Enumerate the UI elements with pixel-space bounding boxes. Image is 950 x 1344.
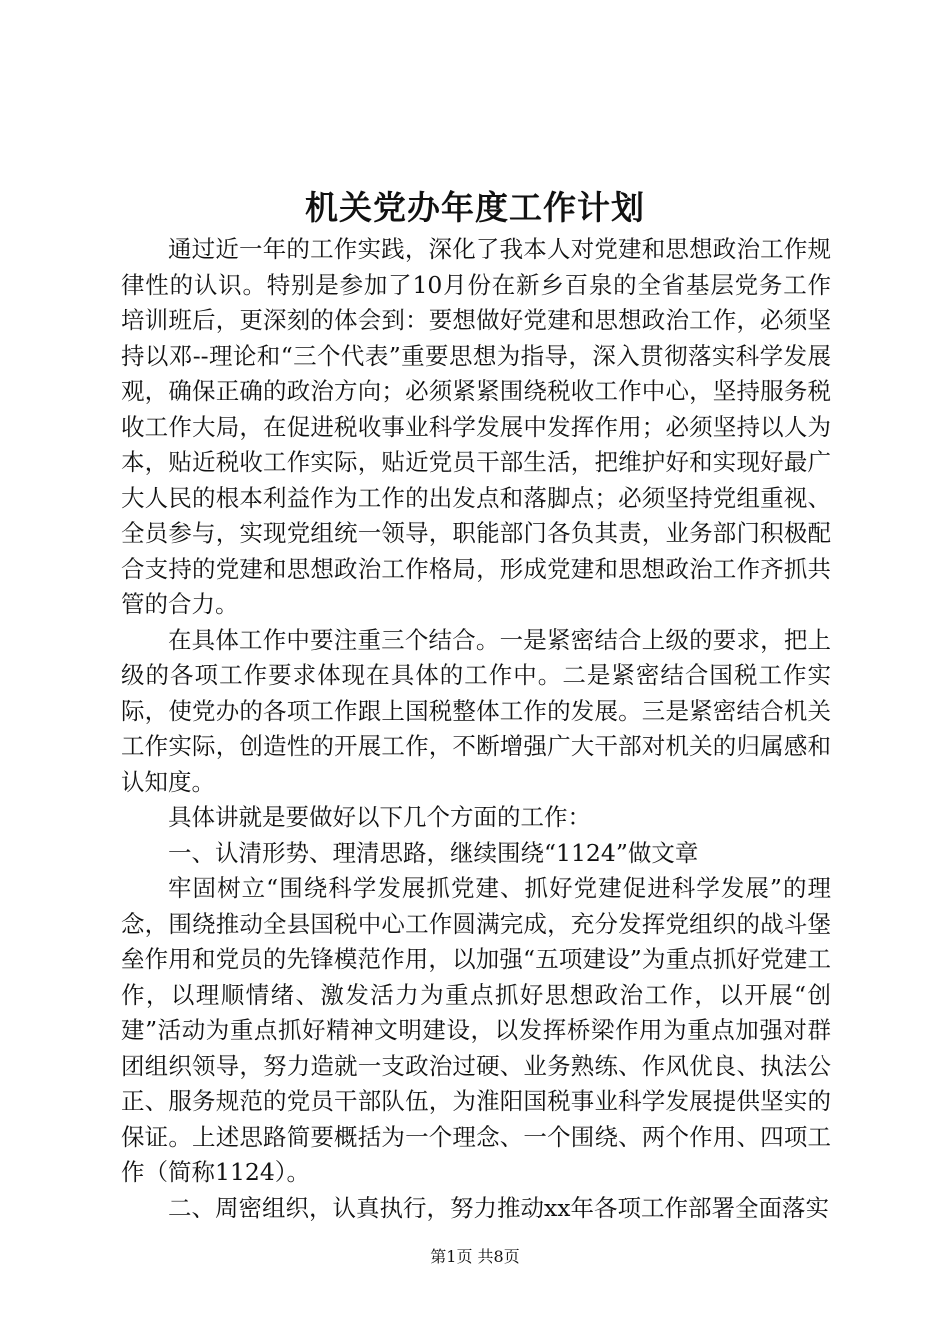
page-indicator: 第1页 共8页	[430, 1247, 520, 1266]
section-heading-2: 二、周密组织，认真执行，努力推动xx年各项工作部署全面落实	[168, 1193, 830, 1222]
document-title: 机关党办年度工作计划	[305, 188, 645, 227]
paragraph-section-1-body: 牢固树立“围绕科学发展抓党建、抓好党建促进科学发展”的理念，围绕推动全县国税中心工作圆满完成，充分发挥党组织的战斗堡垒作用和党员的先锋模范作用，以加强“五项建设”为重点抓好党建工作，以理顺情绪、激发活力为重点抓好思想政治工作，以开展“创建”活动为重点抓好精神文明建设，以发挥桥梁作用为重点加强对群团组织领导，努力造就一支政治过硬、业务熟练、作风优良、执法公正、服务规范的党员干部队伍，为淮阳国税事业科学发展提供坚实的保证。上述思路简要概括为一个理念、一个围绕、两个作用、四项工作（简称1124）。	[121, 874, 831, 1186]
paragraph-work-aspects: 具体讲就是要做好以下几个方面的工作：	[168, 803, 591, 831]
paragraph-three-combinations: 在具体工作中要注重三个结合。一是紧密结合上级的要求，把上级的各项工作要求体现在具体的工作中。二是紧密结合国税工作实际，使党办的各项工作跟上国税整体工作的发展。三是紧密结合机关工作实际，创造性的开展工作，不断增强广大干部对机关的归属感和认知度。	[121, 625, 831, 796]
paragraph-intro: 通过近一年的工作实践，深化了我本人对党建和思想政治工作规律性的认识。特别是参加了10月份在新乡百泉的全省基层党务工作培训班后，更深刻的体会到：要想做好党建和思想政治工作，必须坚持以邓--理论和“三个代表”重要思想为指导，深入贯彻落实科学发展观，确保正确的政治方向；必须紧紧围绕税收工作中心，坚持服务税收工作大局，在促进税收事业科学发展中发挥作用；必须坚持以人为本，贴近税收工作实际，贴近党员干部生活，把维护好和实现好最广大人民的根本利益作为工作的出发点和落脚点；必须坚持党组重视、全员参与，实现党组统一领导，职能部门各负其责，业务部门积极配合支持的党建和思想政治工作格局，形成党建和思想政治工作齐抓共管的合力。	[121, 235, 831, 618]
section-heading-1: 一、认清形势、理清思路，继续围绕“1124”做文章	[168, 838, 699, 867]
document-body	[121, 232, 831, 1226]
